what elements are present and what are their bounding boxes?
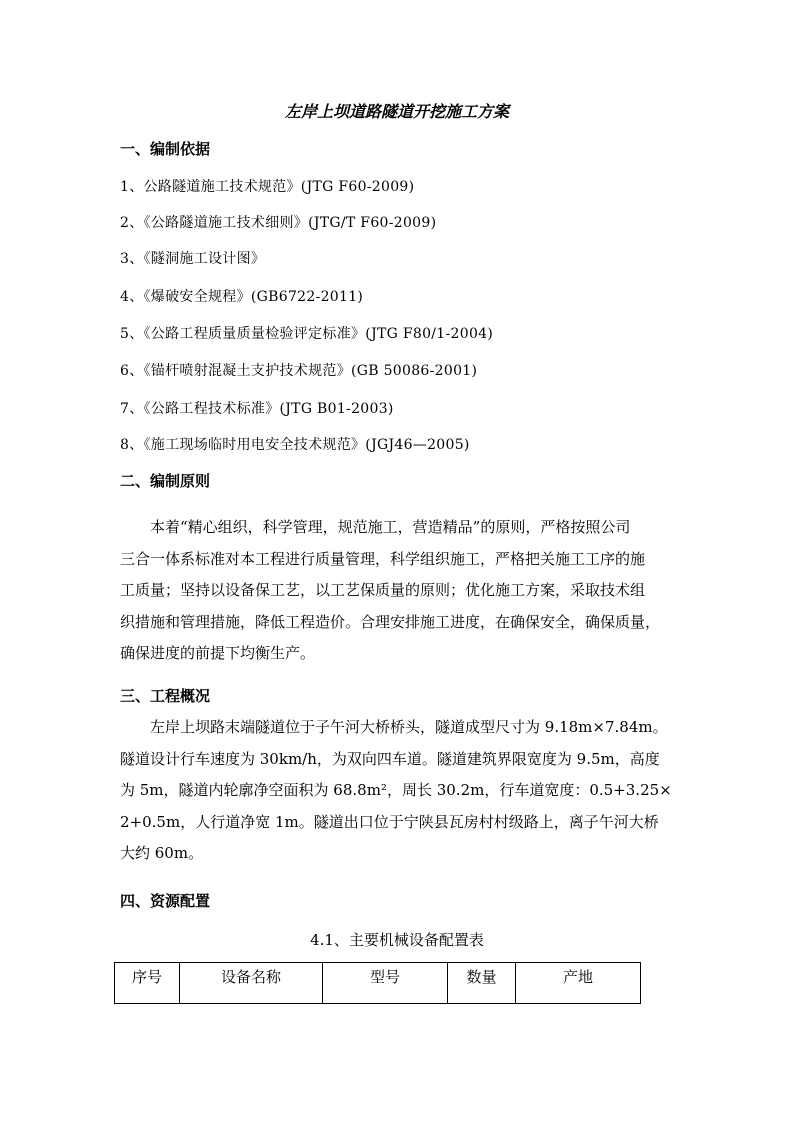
column-header-equipment-name: 设备名称 [180, 963, 323, 1004]
reference-item: 6、《锚杆喷射混凝土支护技术规范》(GB 50086-2001) [120, 363, 478, 379]
reference-item: 7、《公路工程技术标准》(JTG B01-2003) [120, 401, 394, 417]
reference-item: 1、公路隧道施工技术规范》(JTG F60-2009) [120, 179, 415, 195]
column-header-model: 型号 [323, 963, 448, 1004]
reference-item: 2、《公路隧道施工技术细则》(JTG/T F60-2009) [120, 215, 437, 231]
equipment-table [114, 962, 641, 1004]
table-caption: 4.1、主要机械设备配置表 [310, 931, 484, 949]
reference-item: 3、《隧洞施工设计图》 [120, 251, 266, 267]
paragraph-line: 确保进度的前提下均衡生产。 [120, 644, 316, 662]
table-header-row [115, 963, 641, 1004]
paragraph-line: 织措施和管理措施，降低工程造价。合理安排施工进度，在确保安全，确保质量， [120, 612, 661, 631]
paragraph-line: 为 5m，隧道内轮廓净空面积为 68.8m²，周长 30.2m，行车道宽度：0.5+3.25× [120, 781, 672, 799]
section-heading-overview: 三、工程概况 [120, 687, 211, 705]
column-header-origin: 产地 [516, 963, 641, 1004]
reference-item: 8、《施工现场临时用电安全技术规范》(JGJ46—2005) [120, 437, 470, 453]
section-heading-basis: 一、编制依据 [120, 140, 211, 158]
column-header-quantity: 数量 [448, 963, 516, 1004]
paragraph-line: 左岸上坝路末端隧道位于子午河大桥桥头，隧道成型尺寸为 9.18m×7.84m。 [150, 718, 668, 736]
paragraph-line: 本着“精心组织，科学管理，规范施工，营造精品”的原则，严格按照公司 [150, 518, 631, 536]
paragraph-line: 隧道设计行车速度为 30km/h，为双向四车道。隧道建筑界限宽度为 9.5m，高度 [120, 749, 660, 768]
paragraph-line: 大约 60m。 [120, 844, 204, 862]
document-title: 左岸上坝道路隧道开挖施工方案 [284, 102, 509, 121]
reference-item: 4、《爆破安全规程》(GB6722-2011) [120, 289, 364, 305]
column-header-index: 序号 [115, 963, 180, 1004]
overview-paragraph [120, 712, 680, 870]
paragraph-line: 2+0.5m，人行道净宽 1m。隧道出口位于宁陕县瓦房村村级路上，离子午河大桥 [120, 812, 659, 831]
section-heading-principles: 二、编制原则 [120, 472, 211, 490]
paragraph-line: 工质量；坚持以设备保工艺，以工艺保质量的原则；优化施工方案，采取技术组 [120, 581, 646, 599]
paragraph-line: 三合一体系标准对本工程进行质量管理，科学组织施工，严格把关施工工序的施 [120, 549, 646, 568]
section-heading-resources: 四、资源配置 [120, 892, 211, 910]
principles-paragraph [120, 512, 680, 670]
reference-item: 5、《公路工程质量质量检验评定标准》(JTG F80/1-2004) [120, 326, 494, 342]
